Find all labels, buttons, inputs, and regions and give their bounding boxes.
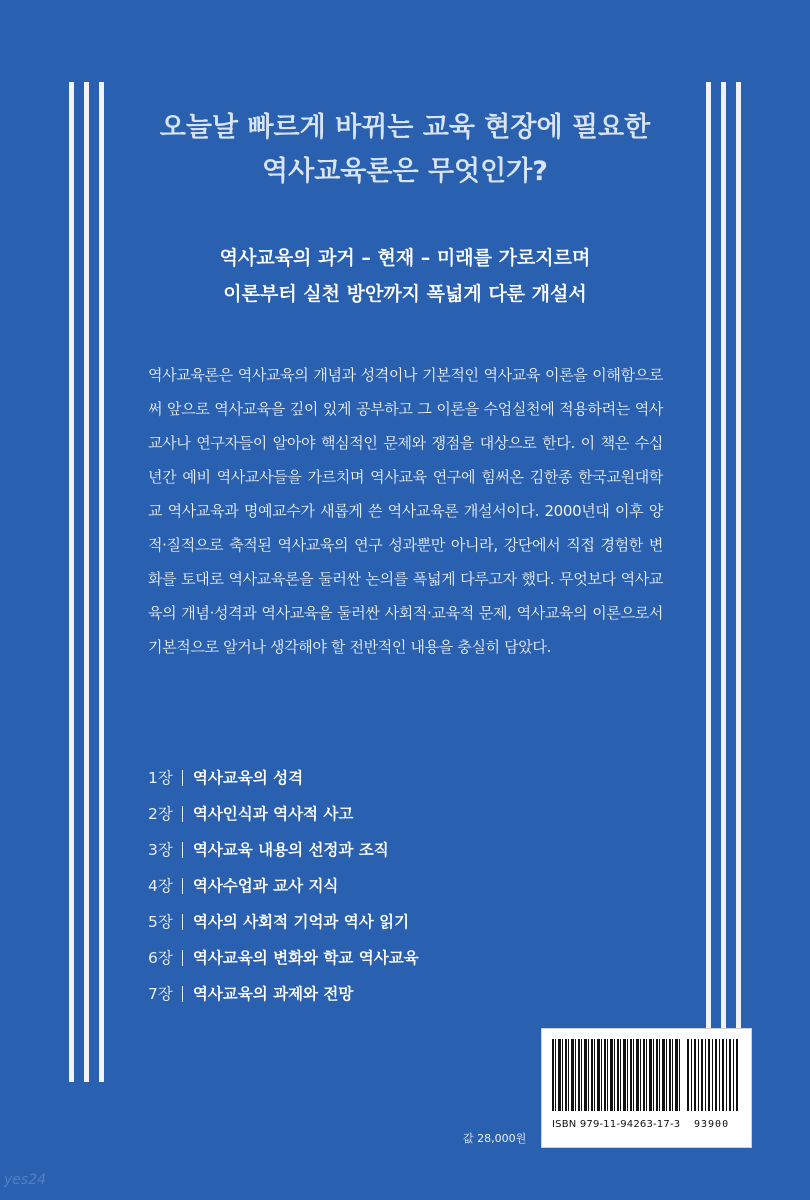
chapter-number: 3장 (148, 841, 173, 859)
chapter-number: 6장 (148, 949, 173, 967)
barcode-main-bars (552, 1039, 680, 1111)
chapter-number: 2장 (148, 805, 173, 823)
barcode-addon-bars (687, 1039, 739, 1111)
chapter-number: 4장 (148, 877, 173, 895)
chapter-divider (182, 986, 183, 1002)
chapter-title: 역사교육의 과제와 전망 (192, 985, 354, 1003)
chapter-item (148, 868, 419, 904)
isbn-barcode (541, 1028, 752, 1148)
chapter-list (148, 760, 419, 1012)
headline-line-1: 오늘날 빠르게 바뀌는 교육 현장에 필요한 (159, 112, 651, 143)
barcode-addon-number: 93900 (694, 1119, 730, 1130)
chapter-number: 7장 (148, 985, 173, 1003)
chapter-divider (182, 950, 183, 966)
chapter-item (148, 904, 419, 940)
chapter-divider (182, 878, 183, 894)
headline (140, 106, 670, 194)
decorative-stripes-left (69, 82, 105, 1082)
chapter-title: 역사의 사회적 기억과 역사 읽기 (192, 913, 410, 931)
chapter-title: 역사인식과 역사적 사고 (192, 805, 354, 823)
chapter-divider (182, 842, 183, 858)
book-description: 역사교육론은 역사교육의 개념과 성격이나 기본적인 역사교육 이론을 이해함으로써 앞으로 역사교육을 깊이 있게 공부하고 그 이론을 수업실천에 적용하려는 역사교사나 연구자들이 알아야 핵심적인 문제와 쟁점을 대상으로 한다. 이 책은 수십 년간 예비 역사교사들을 가르치며 역사교육 연구에 힘써온 김한종 한국교원대학교 역사교육과 명예교수가 새롭게 쓴 역사교육론 개설서이다. 2000년대 이후 양적·질적으로 축적된 역사교육의 연구 성과뿐만 아니라, 강단에서 직접 경험한 변화를 토대로 역사교육론을 둘러싼 논의를 폭넓게 다루고자 했다. 무엇보다 역사교육의 개념·성격과 역사교육을 둘러싼 사회적·교육적 문제, 역사교육의 이론으로서 기본적으로 알거나 생각해야 할 전반적인 내용을 충실히 담았다. (148, 366, 663, 656)
chapter-item (148, 940, 419, 976)
chapter-item (148, 760, 419, 796)
chapter-title: 역사교육의 변화와 학교 역사교육 (192, 949, 419, 967)
chapter-title: 역사수업과 교사 지식 (192, 877, 339, 895)
price: 값 28,000원 (463, 1132, 527, 1145)
chapter-number: 5장 (148, 913, 173, 931)
chapter-divider (182, 806, 183, 822)
chapter-item (148, 832, 419, 868)
watermark-logo: yes24 (4, 1172, 47, 1188)
isbn-number: ISBN 979-11-94263-17-3 (552, 1119, 681, 1130)
subheadline-line-2: 이론부터 실천 방안까지 폭넓게 다룬 개설서 (223, 283, 587, 305)
chapter-title: 역사교육의 성격 (192, 769, 304, 787)
chapter-item (148, 796, 419, 832)
chapter-title: 역사교육 내용의 선정과 조직 (192, 841, 389, 859)
subheadline (140, 240, 670, 312)
subheadline-line-1: 역사교육의 과거 – 현재 – 미래를 가로지르며 (219, 247, 591, 269)
chapter-divider (182, 770, 183, 786)
headline-line-2: 역사교육론은 무엇인가? (262, 156, 548, 187)
chapter-number: 1장 (148, 769, 173, 787)
chapter-divider (182, 914, 183, 930)
chapter-item (148, 976, 419, 1012)
decorative-stripes-right (706, 82, 742, 1082)
